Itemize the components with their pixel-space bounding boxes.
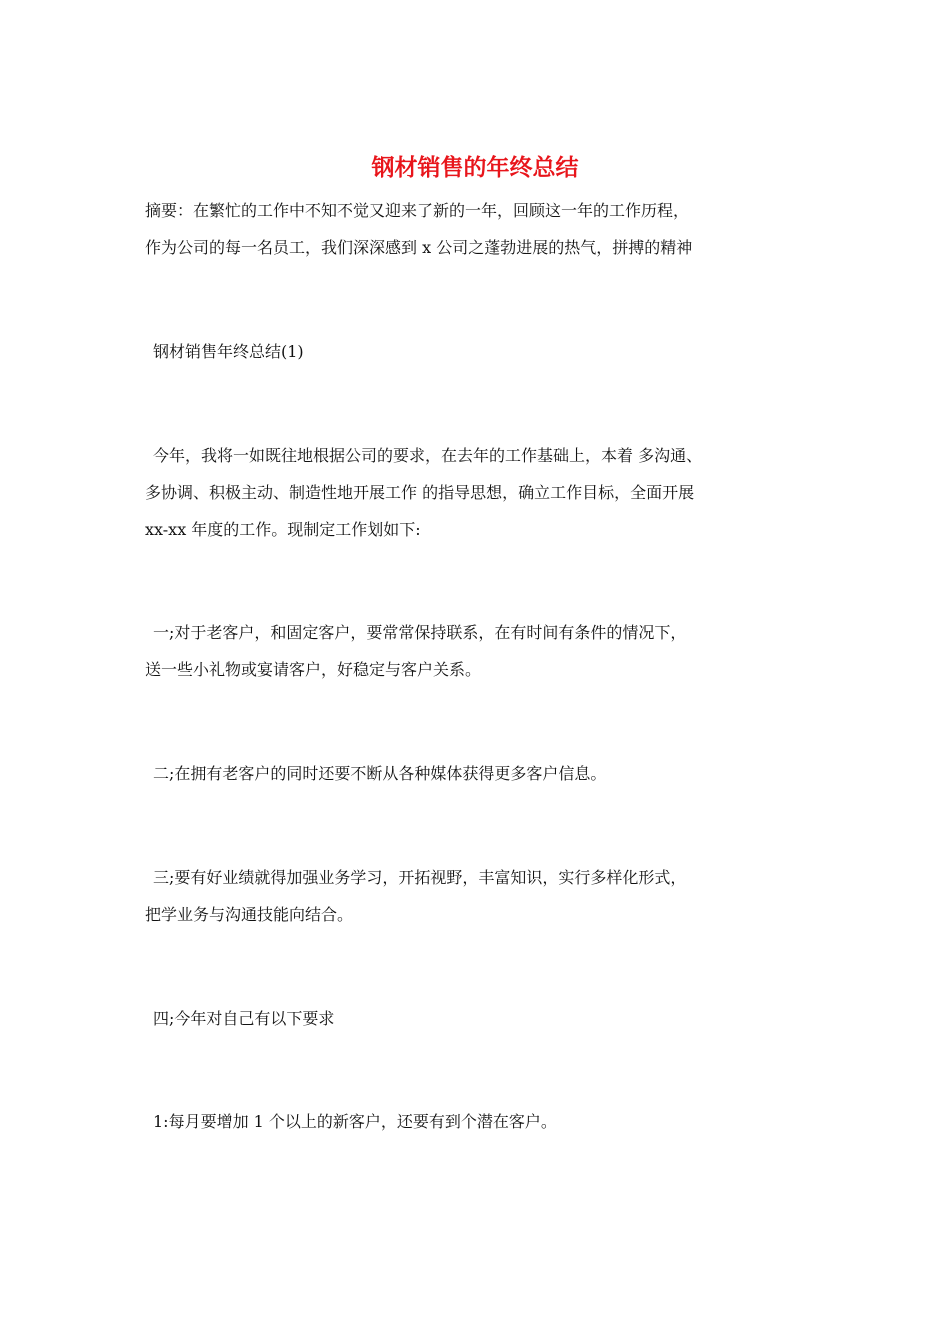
item-2: 二;在拥有老客户的同时还要不断从各种媒体获得更多客户信息。	[153, 764, 607, 783]
intro-line-1: 今年，我将一如既往地根据公司的要求，在去年的工作基础上，本着 多沟通、	[153, 446, 703, 465]
section-heading: 钢材销售年终总结(1)	[153, 342, 304, 361]
sub-item-1: 1:每月要增加 1 个以上的新客户，还要有到个潜在客户。	[153, 1112, 557, 1131]
item-1-line-1: 一;对于老客户，和固定客户，要常常保持联系，在有时间有条件的情况下，	[153, 623, 687, 642]
item-4: 四;今年对自己有以下要求	[153, 1009, 335, 1028]
abstract-line-1: 摘要：在繁忙的工作中不知不觉又迎来了新的一年，回顾这一年的工作历程，	[145, 201, 690, 220]
document-title: 钢材销售的年终总结	[371, 155, 579, 181]
intro-line-2: 多协调、积极主动、制造性地开展工作 的指导思想，确立工作目标，全面开展	[145, 483, 695, 502]
intro-line-3: xx-xx 年度的工作。现制定工作划如下:	[145, 520, 421, 539]
abstract-line-2: 作为公司的每一名员工，我们深深感到 x 公司之蓬勃进展的热气，拼搏的精神	[145, 238, 693, 257]
item-3-line-2: 把学业务与沟通技能向结合。	[145, 905, 354, 924]
item-3-line-1: 三;要有好业绩就得加强业务学习，开拓视野，丰富知识，实行多样化形式，	[153, 868, 687, 887]
item-1-line-2: 送一些小礼物或宴请客户，好稳定与客户关系。	[145, 660, 482, 679]
